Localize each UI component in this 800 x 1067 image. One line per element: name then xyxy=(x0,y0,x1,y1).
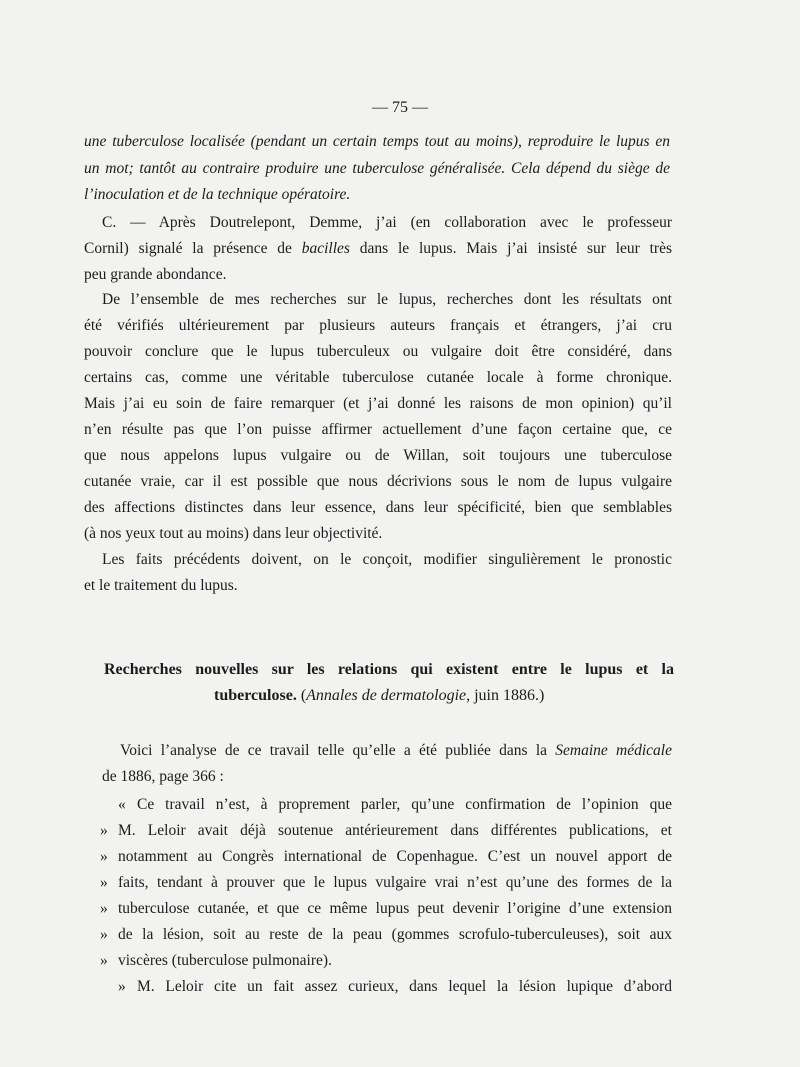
text-line: que nous appelons lupus vulgaire ou de Willan, soit toujours une tuberculose xyxy=(84,447,672,464)
text-line: un mot; tantôt au contraire produire une tuberculose généralisée. Cela dépend du siège de xyxy=(84,160,670,177)
quote-mark: » xyxy=(100,874,108,891)
text-line: l’inoculation et de la technique opératoire. xyxy=(84,186,351,203)
quote-line: M. Leloir avait déjà soutenue antérieurement dans différentes publications, et xyxy=(118,822,672,839)
quote-mark: » xyxy=(118,978,126,995)
text-line: Les faits précédents doivent, on le conçoit, modifier singulièrement le pronostic xyxy=(102,551,672,568)
text-segment: Cornil) signalé la présence de xyxy=(84,240,302,257)
text-line: (à nos yeux tout au moins) dans leur objectivité. xyxy=(84,525,383,542)
quote-line: faits, tendant à prouver que le lupus vulgaire vrai n’est qu’une des formes de la xyxy=(118,874,672,891)
quote-mark: » xyxy=(100,822,108,839)
section-heading: Recherches nouvelles sur les relations qui existent entre le lupus et la xyxy=(104,661,674,678)
text-line: De l’ensemble de mes recherches sur le lupus, recherches dont les résultats ont xyxy=(102,291,672,308)
text-segment-italic: Semaine médicale xyxy=(555,742,672,759)
text-line: Mais j’ai eu soin de faire remarquer (et j’ai donné les raisons de mon opinion) qu’il xyxy=(84,395,672,412)
text-line: pouvoir conclure que le lupus tuberculeux ou vulgaire doit être considéré, dans xyxy=(84,343,672,360)
quote-line: tuberculose cutanée, et que ce même lupus peut devenir l’origine d’une extension xyxy=(118,900,672,917)
quote-line: Ce travail n’est, à proprement parler, qu’une confirmation de l’opinion que xyxy=(137,796,672,813)
heading-paren: ( xyxy=(296,687,307,704)
text-line: n’en résulte pas que l’on puisse affirmer actuellement d’une façon certaine que, ce xyxy=(84,421,672,438)
text-line: et le traitement du lupus. xyxy=(84,577,238,594)
text-line: cutanée vraie, car il est possible que nous décrivions sous le nom de lupus vulgaire xyxy=(84,473,672,490)
text-line: C. — Après Doutrelepont, Demme, j’ai (en collaboration avec le professeur xyxy=(102,214,672,231)
text-segment: dans le lupus. Mais j’ai insisté sur leur très xyxy=(349,240,672,257)
quote-mark: » xyxy=(100,848,108,865)
quote-line: viscères (tuberculose pulmonaire). xyxy=(118,952,332,969)
journal-title: Annales de dermatologie xyxy=(306,687,467,704)
text-line: certains cas, comme une véritable tuberculose cutanée locale à forme chronique. xyxy=(84,369,672,386)
text-line: une tuberculose localisée (pendant un certain temps tout au moins), reproduire le lupus en xyxy=(84,133,670,150)
heading-date: , juin 1886.) xyxy=(466,687,545,704)
quote-line: de la lésion, soit au reste de la peau (gommes scrofulo-tuberculeuses), soit aux xyxy=(118,926,672,943)
text-segment: Voici l’analyse de ce travail telle qu’elle a été publiée dans la xyxy=(120,742,556,759)
text-line: peu grande abondance. xyxy=(84,266,227,283)
text-line: été vérifiés ultérieurement par plusieurs auteurs français et étrangers, j’ai cru xyxy=(84,317,672,334)
quote-mark: « xyxy=(118,796,126,813)
section-heading-line2 xyxy=(214,686,544,706)
text-line: des affections distinctes dans leur essence, dans leur spécificité, bien que semblables xyxy=(84,499,672,516)
quote-mark: » xyxy=(100,952,108,969)
text-line xyxy=(120,741,672,761)
quote-mark: » xyxy=(100,926,108,943)
quote-line: M. Leloir cite un fait assez curieux, dans lequel la lésion lupique d’abord xyxy=(137,978,672,995)
text-segment-italic: bacilles xyxy=(301,240,350,257)
text-line xyxy=(84,239,672,259)
text-line: de 1886, page 366 : xyxy=(102,768,224,785)
quote-mark: » xyxy=(100,900,108,917)
page-number: — 75 — xyxy=(372,99,428,116)
quote-line: notamment au Congrès international de Copenhague. C’est un nouvel apport de xyxy=(118,848,672,865)
heading-bold: tuberculose. xyxy=(214,687,297,704)
